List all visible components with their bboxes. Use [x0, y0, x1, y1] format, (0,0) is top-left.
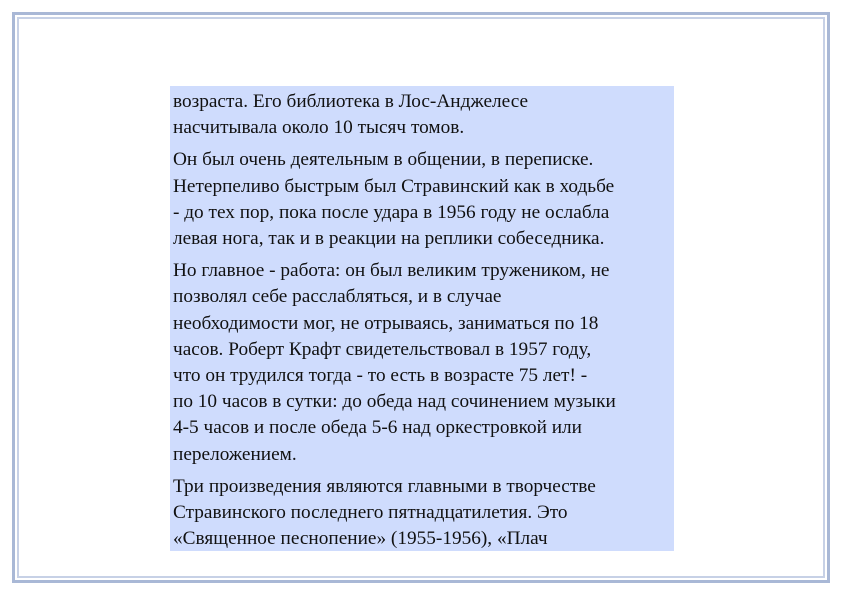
paragraph-library: возраста. Его библиотека в Лос-Анджелесе насчитывала около 10 тысяч томов.	[173, 91, 529, 139]
text-box	[170, 86, 674, 551]
paragraph-work: Но главное - работа: он был великим тружеником, не позволял себе расслабляться, и в случае необходимости мог, не отрываясь, заниматься по 18 часов. Роберт Крафт свидетельствовал в 1957 году, что он трудился тогда - то есть в возрасте 75 лет! - по 10 часов в сутки: до обеда над сочинением музыки 4-5 часов и после обеда 5-6 над оркестровкой или переложением.	[173, 260, 616, 465]
paragraph-communication: Он был очень деятельным в общении, в переписке. Нетерпеливо быстрым был Стравинский как в ходьбе - до тех пор, пока после удара в 1956 году не ослабла левая нога, так и в реакции на реплики собеседника.	[173, 149, 615, 250]
paragraph-works: Три произведения являются главными в творчестве Стравинского последнего пятнадцатилетия. Это «Священное песнопение» (1955-1956), «Плач	[173, 475, 596, 550]
